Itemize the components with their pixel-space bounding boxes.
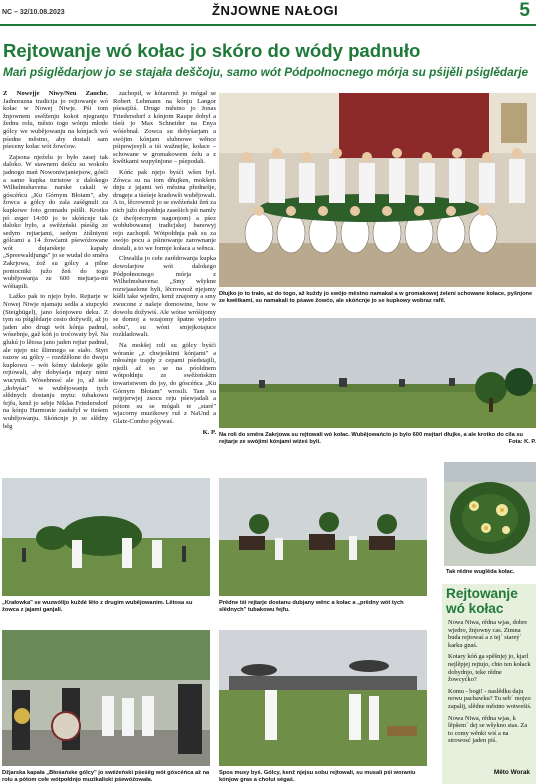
poem-author: Měto Worak [493, 769, 530, 776]
article-paragraph [3, 154, 108, 291]
article-column-1 [3, 90, 108, 495]
page-number: 5 [519, 0, 530, 21]
poem-stanza: Nowa Niwa, rědna wjas, dobre wjedro, žnjowny cas. Zimna buda rejtowaś a z tej´ stareý´ karku gnaś. [448, 619, 528, 649]
paragraph-text: zachopił, w kótaremž jo mógał se Robert Lehmann na kónju Langor pśesajźiś. Druge městno jo Jonas Friedersdorf z kónjom Raupe dobył a tśeśi jo Max Schneider na Enya wóśebnał. Zowca su dobyśarjam a swójim kónjam slubnowe wěnce pśipowjesyli a tśi wažnejše, kołace – schowane w gromakowem źelu a z kwětkami wupyšnjone – pśepodali. [113, 90, 216, 166]
article-paragraph [113, 90, 216, 166]
caption-band-parade: Džjarska kapała „Błośańske gólcy" jo swěźeński pśeśěg wót góscéńca až na rolu a pótom cełe wótpołdnjo muzikaliski pśewóźowała. [2, 770, 210, 783]
poem-stanza: Kotary kóń ga spěšnjej jo, kjarl nejlěpjej rejtujo, chto ten kołack dobydnjo, teke rědne žowcyćko? [448, 653, 531, 684]
paragraph-text: Na mokšej roli su gólcy byśći wóraníe „z chwjeśkimi kónjami" a młosénje trajdy z cepami pśedstajili, njeźli až so se na póoldnem wótpołdnju ze swěźeńskim towaristwom do jsy, do góscéńca „Ku Górnym Błotam" wrosili. Tam su nejpjerwjej zsocu reju pśewjadali a pótom su se mógali te „staré" wjacorny muzikowy ruš z NaUnd a Glatz-Combo pójywaś. [113, 342, 216, 425]
caption-wreath-cake: Tak rědne wuglěda kołac. [446, 569, 515, 575]
paragraph-text: Lažko pak to njejo było. Rejtarje w Nowej Niwje njamaju sedła a stupcyki (Steigbügel), jano kónjoweu deku. Z tym su pśiglědarje cesto dožywili, až jo jaden abo drugi wót kónja padnuł, wósebnje, gaž kóń jo troćowaty był. Na glukú jo lětosa jano jaden rejtar padnuł, ale njejo nic šlimnego se stało. Styri razow su gólcy – rozdźělone do dweju kupkowu – wót kómy dalokeje góle rejtowali, aby dobyśarja mjazy nimi wucynili. Wósebnosć ale jo, až tele „dobyśar" w wubějowanju tych slědnych dostanju mytu: tubakowu fejfu, kenž jo sebje Niklas Friedersdorf na kónju Harmonie zasłužył w tieśem wubějowanju. Skóńcnje jo se slědny běg [3, 293, 108, 430]
article-paragraph [113, 342, 216, 426]
article-column-2 [113, 90, 216, 495]
article-paragraph [3, 293, 108, 430]
caption-girls-queen: „Krałowka" se wuzwólijo kuždé lěto z drugim wubějowanim. Lětosa su žowca z jajami ganjali. [2, 600, 193, 613]
photo-winners-riders [219, 478, 427, 596]
photo-credit: Fota: K. P. [508, 438, 536, 445]
dateline: Z Nowejje Niwy/Neu Zauche. [3, 90, 108, 97]
paragraph-text: Jadnorazna tradicija jo rejtowanje wó kołac w Nowej Niwje. Pśi tom žnjownem swěženju kokot njegranjo žednu rolu, město togo wónju młode gólcy we wubějowanju na kónjach wó pśedne městno, aby dostali sam pśeceny kołac wót žowćow. [3, 97, 108, 151]
poem-stanza: Nowa Niwa, rědna wjas, k lěpšem´ dej se wšykno stas. Za to comy wěnki wiś a na strowosć jaden piś. [448, 714, 528, 745]
poem-stanza: Komu - bogi! - naslědku daju nowu pachawku? Tu seb´ mojzo zapalij, slědne městno wotwešiś. [448, 687, 532, 710]
photo-band-parade [2, 630, 210, 766]
poem-box [442, 584, 536, 784]
paragraph-text: Chwalila jo cełe zarědowanja kupka dowolarjow wót dalokego Pódpołnocnego mórja z Wilhelmshavena: „Smy wšykne rozwjaselone byli, lěcrownož njejsmy kśěli take wjedro, kenž znajomy a smy zwucone z našeje domowine, how w dowolu dožywiś. Ale wótse wróśijomy se domoj a wzajomy špatne wjedro sobu", su wóni smjejkotajuce rozkładowali. [113, 255, 216, 339]
poem-title-line2: wó kołac [446, 601, 504, 616]
poem-text [442, 616, 536, 745]
paragraph-text: Zajsona njeźelu jo było zasej tak daloko. W stawnem dešću su wokoło jadnogo mań Nowoniwjaniejsow, gósći a samo kupka turistow z dalokego Wilhelmshavena narske cakali w góscéńcu „Ku Górnym Błotam", aby žowca a gólcy do zala zaśěgnuli za kupkowe foto gromadu pśišli. Krotko pó zeger 14:00 jo to skóńcnje tak daloko było, a swěźeński pśeśěg ze sedym rejtarjami, sedym źiślniymi gólcami a 14 žowćami pśewóźowane wót dujarskeje kapały „Spreewaldjungs" jo se wudał do směra Zakrjowa, źož su gólcy a pilne pomocniki južo žeń do togo wubějowanja ze 600 mejtarja-mi wóštapili. [3, 153, 108, 290]
photo-riders-field [219, 318, 536, 428]
caption-plowing-demo: Spos musy byś. Gólcy, kenž njejsu sobu rejtowali, su musali pśi woraniu kónjow gras a cholui ségaś. [219, 770, 416, 783]
author-signature: K. P. [202, 428, 216, 436]
caption-winners-riders: Prědne tśi rejtarje dostanu dubjany wěnc a kołac a „prědny wót tych slědnych" tubakowu fejfu. [219, 600, 404, 613]
photo-wreath-cake [444, 462, 536, 566]
poem-title-line1: Rejtowanje [446, 586, 518, 601]
poem-title [442, 584, 536, 616]
headline: Rejtowanje wó kołac jo skóro do wódy padnuło [3, 40, 421, 61]
article-paragraph [113, 169, 216, 253]
paragraph-text: Kóńc pak njejo byśći wšen był. Zówca su na tom dňujken, mokšem dnju z jajami wó městna přednešje, drugeje a tśeśeje kradowši wubějowali. A to, lěcrownož jo se swěźeński žeń za nich južo dopołdnja zasešich pśi namly (z dwójorcnym nagonjom) a pśez wobłubowanej tradicjskej banowyj rejo zachopił. Wótpołdnja pak su za swójo pocu a pśinowanje zarownanje dostali, a to we formje kołaca a wěnca. [113, 168, 216, 252]
photo-plowing-demo [219, 630, 427, 766]
photo-group-portrait [219, 93, 536, 287]
article-paragraph [3, 90, 108, 151]
page-header [0, 0, 536, 26]
article-paragraph [113, 255, 216, 339]
caption-riders-field-text: Na roli do směra Zakrjowa su rejtowali wó kołac. Wubějowańcio jo bylo 600 mejtari dłujke, a ale krotko do cila su rejtarje ze swójimi kónjami wiźeś byli. [219, 432, 523, 445]
caption-riders-field [219, 432, 536, 446]
subheadline: Mań pśiglědarjow jo se stajała deščoju, samo wót Pódpołnocnego mórja su pśijěli pśiglědarje [3, 65, 529, 79]
issue-number: NC – 32/10.08.2023 [2, 9, 65, 16]
caption-group-portrait: Dłujko jo to trało, aż do togo, až kuždy jo swójo městno namakał a w gromakowej źelení schowane kołace, pyšnjone ze kwětkami, su namakali to pśawe žowćo, ale skóńcnje jo se kupkowy wobraz rafil. [219, 291, 533, 304]
newspaper-name: ŽNJOWNE NAŁOGI [212, 3, 339, 18]
photo-girls-queen [2, 478, 210, 596]
